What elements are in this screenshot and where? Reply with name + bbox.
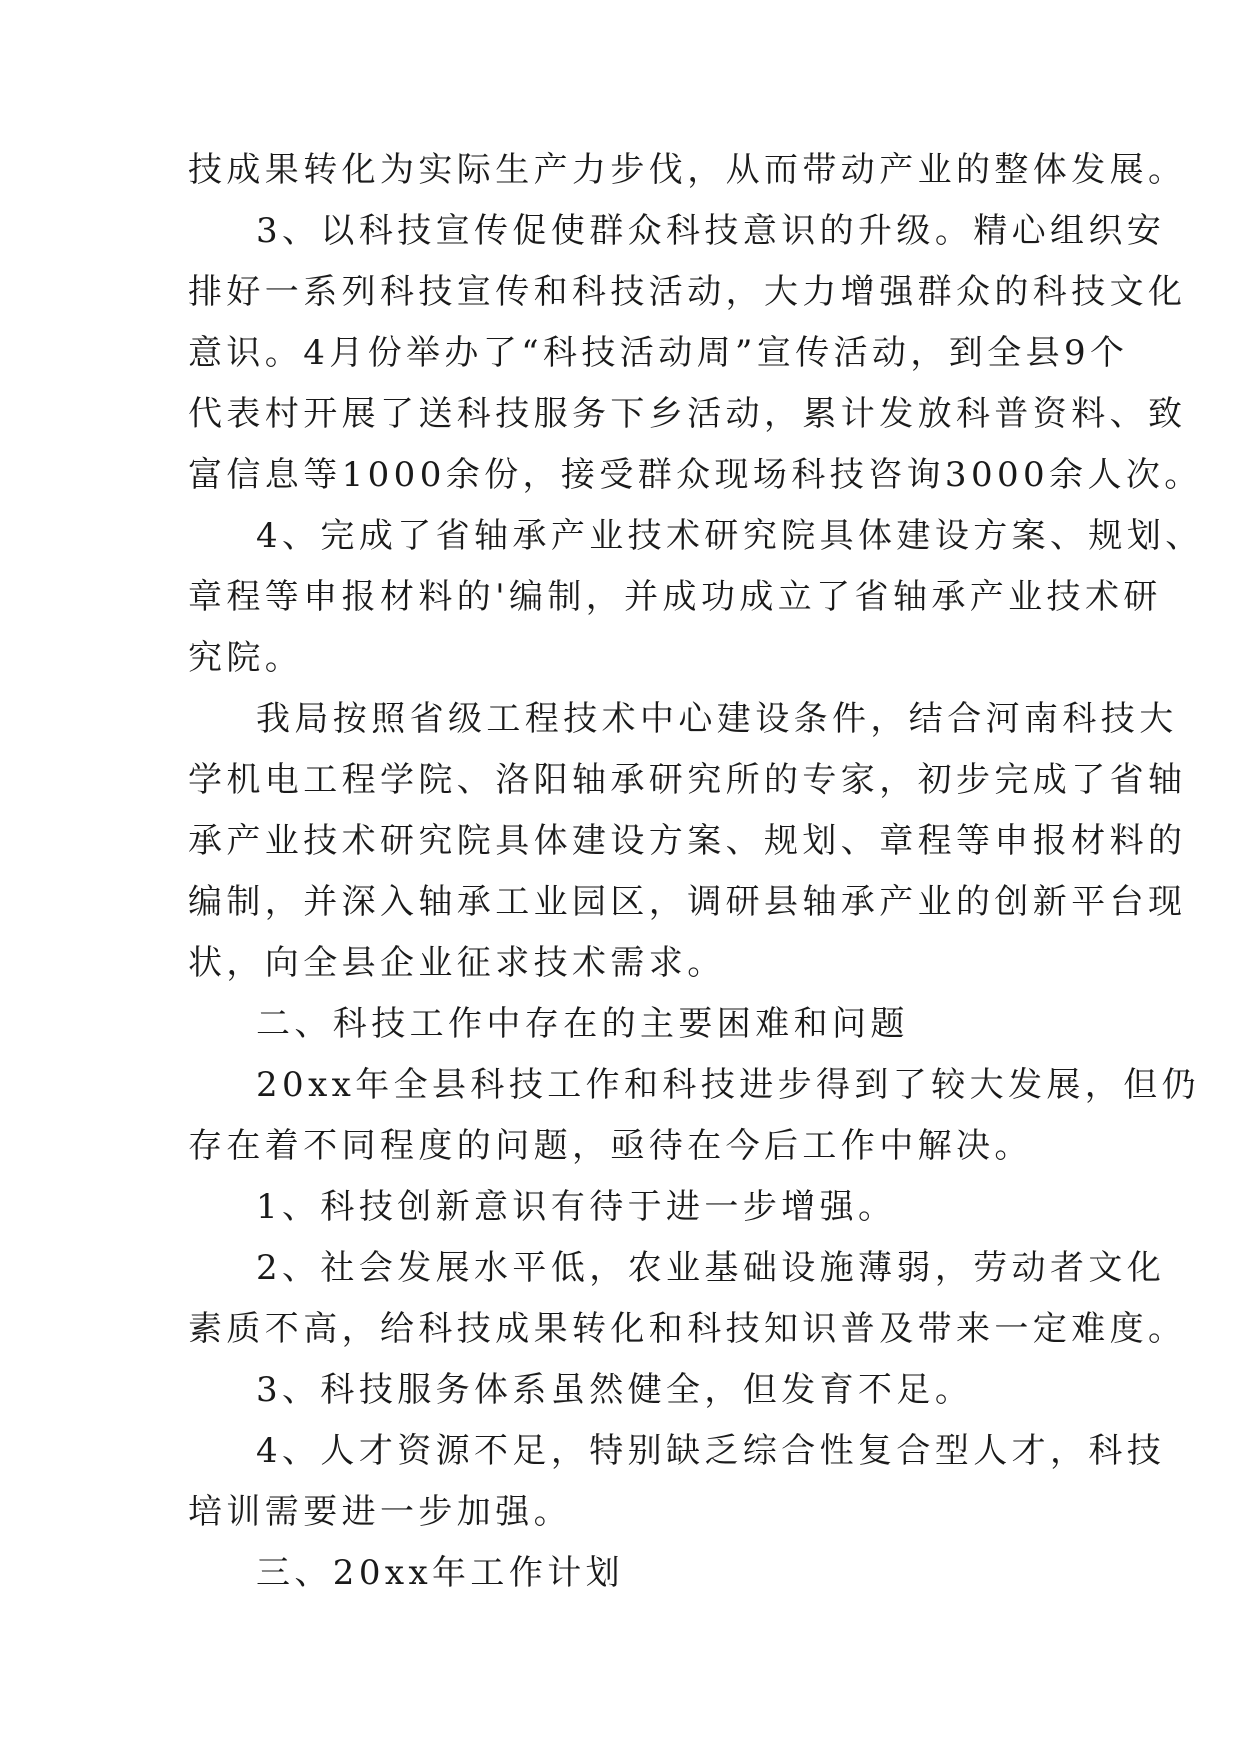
text-line: 章程等申报材料的'编制，并成功成立了省轴承产业技术研 [188, 577, 1162, 617]
text-line: 培训需要进一步加强。 [188, 1492, 572, 1532]
text-line: 素质不高，给科技成果转化和科技知识普及带来一定难度。 [188, 1309, 1187, 1349]
text-line: 2、社会发展水平低，农业基础设施薄弱，劳动者文化 [256, 1248, 1166, 1288]
text-line: 状，向全县企业征求技术需求。 [188, 943, 726, 983]
text-line: 存在着不同程度的问题，亟待在今后工作中解决。 [188, 1126, 1033, 1166]
text-line: 富信息等1000余份，接受群众现场科技咨询3000余人次。 [188, 455, 1203, 495]
text-line: 编制，并深入轴承工业园区，调研县轴承产业的创新平台现 [188, 882, 1187, 922]
text-line: 排好一系列科技宣传和科技活动，大力增强群众的科技文化 [188, 272, 1187, 312]
text-line: 3、以科技宣传促使群众科技意识的升级。精心组织安 [256, 211, 1166, 251]
text-line: 20xx年全县科技工作和科技进步得到了较大发展，但仍 [256, 1065, 1201, 1105]
text-line: 4、完成了省轴承产业技术研究院具体建设方案、规划、 [256, 516, 1204, 556]
text-line: 学机电工程学院、洛阳轴承研究所的专家，初步完成了省轴 [188, 760, 1187, 800]
section-heading: 三、20xx年工作计划 [256, 1553, 625, 1593]
text-line: 我局按照省级工程技术中心建设条件，结合河南科技大 [256, 699, 1178, 739]
text-line: 4、人才资源不足，特别缺乏综合性复合型人才，科技 [256, 1431, 1166, 1471]
text-line: 意识。4月份举办了“科技活动周”宣传活动，到全县9个 [188, 333, 1129, 373]
text-line: 技成果转化为实际生产力步伐，从而带动产业的整体发展。 [188, 150, 1187, 190]
text-line: 承产业技术研究院具体建设方案、规划、章程等申报材料的 [188, 821, 1187, 861]
text-line: 3、科技服务体系虽然健全，但发育不足。 [256, 1370, 974, 1410]
text-line: 代表村开展了送科技服务下乡活动，累计发放科普资料、致 [188, 394, 1187, 434]
text-line: 1、科技创新意识有待于进一步增强。 [256, 1187, 897, 1227]
text-line: 究院。 [188, 638, 304, 678]
section-heading: 二、科技工作中存在的主要困难和问题 [256, 1004, 909, 1044]
